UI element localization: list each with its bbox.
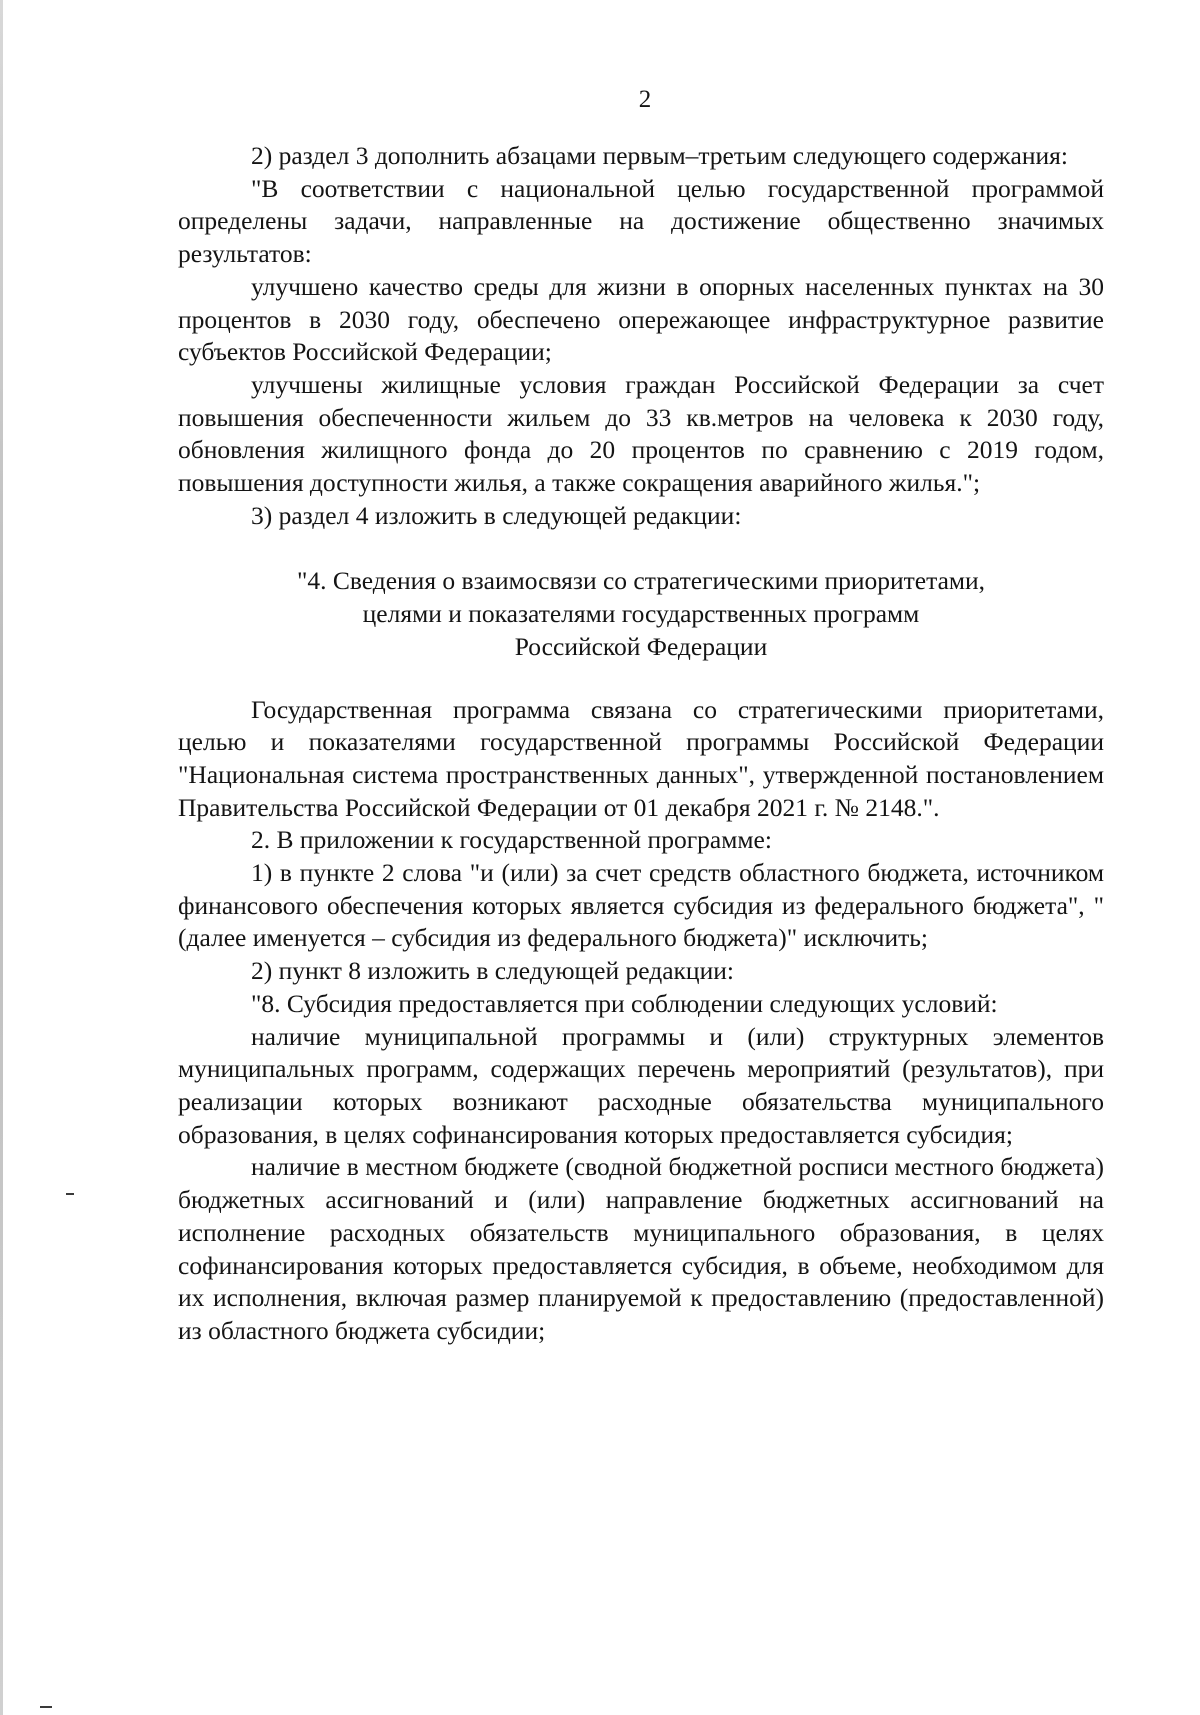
scan-speck xyxy=(40,1706,52,1708)
paragraph: 2) пункт 8 изложить в следующей редакции: xyxy=(251,956,734,986)
page-number: 2 xyxy=(638,86,652,113)
heading-line: целями и показателями государственных программ xyxy=(362,599,920,629)
paragraph: улучшено качество среды для жизни в опорных населенных пунктах на 30 процентов в 2030 году, обеспечено опережающее инфраструктурное развитие субъектов Российской Федерации; xyxy=(178,271,1104,367)
paragraph: 2. В приложении к государственной программе: xyxy=(251,825,772,855)
paragraph: "В соответствии с национальной целью государственной программой определены задачи, направленные на достижение общественно значимых результатов: xyxy=(178,173,1104,269)
scan-edge-shadow xyxy=(0,0,3,1715)
paragraph: 1) в пункте 2 слова "и (или) за счет средств областного бюджета, источником финансового обеспечения которых является субсидия из федерального бюджета", "(далее именуется – субсидия из федерального бюджета)" исключить; xyxy=(178,858,1104,953)
paragraph: улучшены жилищные условия граждан Российской Федерации за счет повышения обеспеченности жильем до 33 кв.метров на человека к 2030 году, обновления жилищного фонда до 20 процентов по сравнению с 2019 годом, повышения доступности жилья, а также сокращения аварийного жилья."; xyxy=(178,369,1104,498)
paragraph: наличие муниципальной программы и (или) структурных элементов муниципальных программ, содержащих перечень мероприятий (результатов), при реализации которых возникают расходные обязательства муниципального образования, в целях софинансирования которых предоставляется субсидия; xyxy=(178,1021,1104,1149)
section-heading xyxy=(178,565,1104,663)
paragraph: наличие в местном бюджете (сводной бюджетной росписи местного бюджета) бюджетных ассигнований и (или) направление бюджетных ассигнований на исполнение расходных обязательств муниципального образования, в целях софинансирования которых предоставляется субсидия, в объеме, необходимом для их исполнения, включая размер планируемой к предоставлению (предоставленной) из областного бюджета субсидии; xyxy=(178,1152,1104,1345)
heading-line: "4. Сведения о взаимосвязи со стратегическими приоритетами, xyxy=(296,566,986,596)
heading-line: Российской Федерации xyxy=(514,631,768,661)
document-body xyxy=(178,140,1104,1348)
paragraph: 3) раздел 4 изложить в следующей редакции: xyxy=(251,500,742,530)
paragraph: Государственная программа связана со стратегическими приоритетами, целью и показателями государственной программы Российской Федерации "Национальная система пространственных данных", утвержденной постановлением Правительства Российской Федерации от 01 декабря 2021 г. № 2148.". xyxy=(178,694,1104,822)
paragraph: 2) раздел 3 дополнить абзацами первым–третьим следующего содержания: xyxy=(251,141,1068,170)
paragraph: "8. Субсидия предоставляется при соблюдении следующих условий: xyxy=(251,988,998,1018)
scan-speck xyxy=(66,1193,74,1195)
